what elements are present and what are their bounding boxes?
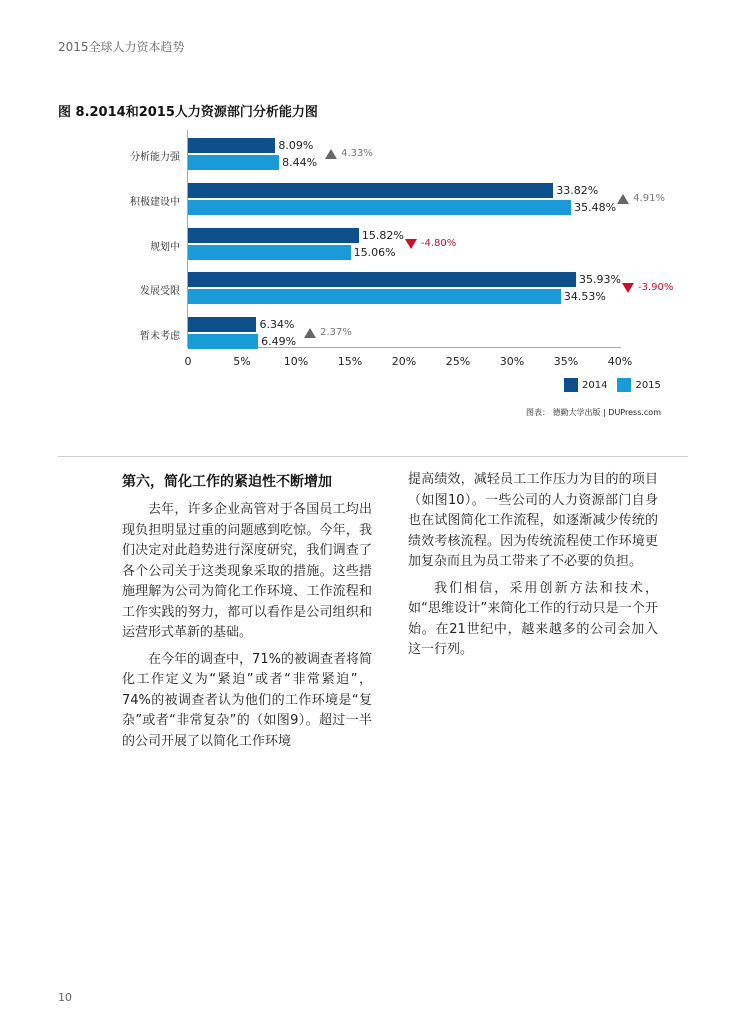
x-tick-label: 25%: [445, 355, 471, 368]
change-indicator: [304, 327, 352, 338]
page-number: 10: [58, 991, 72, 1004]
bar-2014: [188, 138, 275, 153]
change-value: 4.33%: [341, 148, 373, 159]
x-tick-label: 35%: [553, 355, 579, 368]
value-label-2015: 34.53%: [563, 290, 606, 303]
change-value: 2.37%: [320, 327, 352, 338]
legend-label-2015: 2015: [635, 379, 661, 391]
bar-2015: [188, 245, 351, 260]
chart-legend: [564, 378, 661, 392]
bar-2015: [188, 334, 258, 349]
change-indicator: [325, 148, 373, 159]
bar-2014: [188, 183, 553, 198]
article-left-column: [122, 472, 372, 758]
section-heading: 第六，简化工作的紧迫性不断增加: [122, 474, 332, 490]
x-tick-label: 15%: [337, 355, 363, 368]
article-right-column: [408, 470, 658, 667]
value-label-2015: 8.44%: [282, 156, 318, 169]
change-indicator: [617, 193, 665, 204]
triangle-down-icon: [405, 239, 417, 249]
legend-swatch-2015: [617, 378, 631, 392]
change-indicator: [405, 238, 456, 249]
category-label: 暂未考虑: [140, 331, 180, 342]
paragraph: 我们相信，采用创新方法和技术，如“思维设计”来简化工作的行动只是一个开始。在21世纪中，越来越多的公司会加入这一行列。: [408, 580, 658, 657]
value-label-2014: 35.93%: [579, 273, 621, 286]
value-label-2015: 15.06%: [353, 246, 396, 259]
triangle-up-icon: [617, 194, 629, 204]
running-head: 2015全球人力资本趋势: [58, 40, 185, 54]
chart-source: 图表： 德勤大学出版 | DUPress.com: [525, 408, 661, 417]
bar-2015: [188, 200, 571, 215]
bar-2015: [188, 155, 279, 170]
change-indicator: [622, 282, 673, 293]
x-tick-label: 30%: [499, 355, 525, 368]
bar-2014: [188, 317, 256, 332]
change-value: -3.90%: [638, 282, 674, 293]
figure-title: 图 8.2014和2015人力资源部门分析能力图: [58, 105, 318, 120]
x-tick-label: 5%: [233, 355, 251, 368]
value-label-2014: 6.34%: [259, 318, 295, 331]
category-label: 发展受限: [140, 286, 180, 297]
value-label-2015: 6.49%: [261, 335, 297, 348]
paragraph: 提高绩效，减轻员工工作压力为目的的项目（如图10）。一些公司的人力资源部门自身也在试图简化工作流程，如逐渐减少传统的绩效考核流程。因为传统流程使工作环境更加复杂而且为员工带来了不必要的负担。: [408, 472, 658, 569]
value-label-2014: 15.82%: [361, 229, 404, 242]
triangle-down-icon: [622, 283, 634, 293]
paragraph: 在今年的调查中，71%的被调查者将简化工作定义为“紧迫”或者“非常紧迫”，74%的被调查者认为他们的工作环境是“复杂”或者“非常复杂”的（如图9）。超过一半的公司开展了以简化工作环境: [122, 651, 372, 749]
bar-2014: [188, 228, 359, 243]
value-label-2014: 33.82%: [556, 184, 599, 197]
change-value: 4.91%: [633, 193, 665, 204]
bar-2014: [188, 272, 576, 287]
value-label-2015: 35.48%: [574, 201, 617, 214]
x-tick-label: 10%: [283, 355, 309, 368]
category-label: 规划中: [150, 242, 180, 253]
triangle-up-icon: [325, 149, 337, 159]
bar-2015: [188, 289, 561, 304]
category-label: 积极建设中: [130, 197, 180, 208]
bar-chart: [0, 0, 745, 430]
paragraph: 去年，许多企业高管对于各国员工均出现负担明显过重的问题感到吃惊。今年，我们决定对此趋势进行深度研究，我们调查了各个公司关于这类现象采取的措施。这些措施理解为公司为简化工作环境、工作流程和工作实践的努力，都可以看作是公司组织和运营形式革新的基础。: [122, 502, 372, 640]
x-tick-label: 0: [184, 355, 192, 368]
value-label-2014: 8.09%: [278, 139, 314, 152]
change-value: -4.80%: [420, 238, 457, 249]
legend-item-2014: [564, 378, 607, 392]
category-label: 分析能力强: [130, 152, 180, 163]
legend-item-2015: [617, 378, 660, 392]
x-tick-label: 20%: [391, 355, 417, 368]
triangle-up-icon: [304, 328, 316, 338]
legend-swatch-2014: [564, 378, 578, 392]
section-divider: [58, 456, 688, 457]
x-tick-label: 40%: [607, 355, 633, 368]
legend-label-2014: 2014: [582, 379, 608, 391]
